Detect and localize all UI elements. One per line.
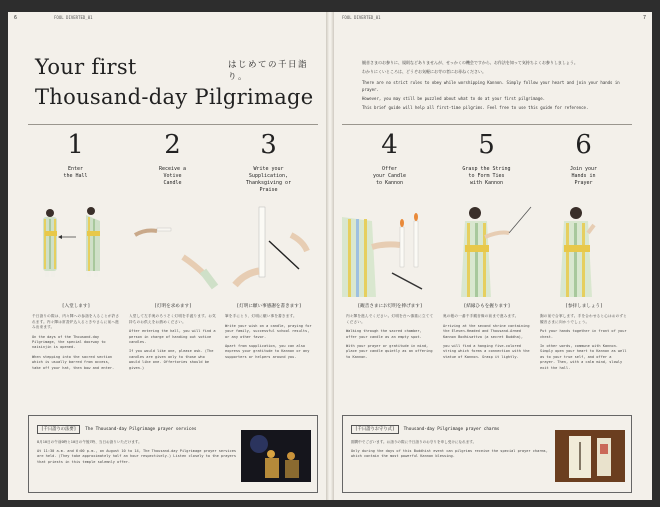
step-jp-heading: [入堂します]	[61, 304, 91, 309]
divider	[28, 124, 318, 125]
right-page-number: 7	[642, 15, 646, 21]
right-page	[334, 12, 652, 500]
box-en-text: Only during the days of this Buddhist event can pilgrims receive the special prayer charms, which contain the most powerful Kannon blessing.	[351, 448, 548, 459]
step-2	[125, 130, 220, 187]
box-title: Thousand-day Pilgrimage prayer charms	[403, 427, 500, 432]
box-heading	[37, 426, 197, 432]
left-running-header: FOOL DIVERTED_01	[54, 15, 93, 20]
step-label: Join your Hands in Prayer	[569, 166, 598, 186]
step-en-text: Apart from supplication, you can also express your gratitude to Kannon or any supporters or helpers around you.	[225, 344, 310, 359]
box-text	[351, 440, 551, 460]
step-4-text	[346, 304, 434, 364]
step-jp-heading: [観音さまにお灯明を捧げます]	[357, 304, 423, 309]
step-en-heading: Put your hands together in front of your chest.	[540, 329, 627, 339]
step-en-heading: Write your wish on a candle, praying for your family, successful school results, or any other favor.	[225, 323, 312, 339]
step-label: Write your Supplication, Thanksgiving or Praise	[245, 166, 292, 193]
intro-en-3: This brief guide will help all first-time pilgrims. Feel free to use this guide for reference.	[362, 105, 589, 110]
prayer-service-photo	[241, 430, 311, 482]
step-number: 3	[260, 130, 277, 160]
box-text	[37, 440, 237, 465]
step-jp-text: 奥の帳の一番千手観音像の前まで進みます。	[443, 314, 519, 319]
step-en-heading: Walking through the sacred chamber, offer your candle as an empty spot.	[346, 329, 422, 339]
step-en-text: With your prayer or gratitude in mind, place your candle quietly as an offering to Kannon.	[346, 344, 433, 359]
step-jp-text: 千日詣りの際は、内々陣への参詣を入ることが許されます。内々陣は常香炉込入るときやさらに前へ進み出来ます。	[32, 314, 120, 330]
title-line-1: Your first	[35, 55, 137, 79]
step-1-text	[32, 304, 120, 375]
step-en-text: you will find a hanging five-colored string which forms a connection with the statue of Kannon. Grasp it lightly.	[443, 344, 530, 359]
step-jp-heading: [灯明に願い事感謝を書きます]	[236, 304, 302, 309]
gutter	[326, 12, 334, 500]
box-title: The Thousand-day Pilgrimage prayer services	[85, 427, 197, 432]
box-heading	[351, 426, 499, 432]
step-label: Receive a Votive Candle	[158, 166, 187, 186]
step-2-text	[129, 304, 217, 375]
receiving-candle-illustration	[125, 197, 220, 297]
right-running-header: FOOL DIVERTED_01	[342, 15, 381, 20]
step-en-heading: On the days of the Thousand-day Pilgrimage, the special doorway to naisinjin is opened.	[32, 334, 106, 350]
step-jp-text: 筆を手にとり、灯明に願い事を書きます。	[225, 314, 297, 319]
step-number: 1	[67, 130, 84, 160]
step-5	[439, 130, 534, 187]
box-en-text: At 11:30 a.m. and 6:00 p.m., on August 10 to 14, The Thousand-day Pilgrimage prayer services are held. (They take approximately half an hour respectively.) Listen closely to the prayers that priests in this temple solemnly offer.	[37, 448, 237, 464]
title-line-2: Thousand-day Pilgrimage	[35, 85, 314, 109]
step-jp-heading: [灯明を求めます]	[154, 304, 192, 309]
step-en-text: When stepping into the sacred section which is usually barred from access, take off your hat, then bow and enter.	[32, 354, 115, 370]
step-number: 5	[478, 130, 495, 160]
step-en-heading: Arriving at the second shrine containing the Eleven-Headed and Thousand-Armed Kannon Bodhisattva (a secret Buddha),	[443, 323, 530, 339]
step-en-heading: After entering the hall, you will find a person in charge of handing out votive candles.	[129, 329, 216, 345]
left-page-number: 6	[14, 15, 18, 21]
prayer-services-box	[28, 415, 318, 493]
step-en-text: In other words, commune with Kannon. Simply open your heart to Kannon as well as to your true self, and offer a prayer. Then, with a calm mind, slowly exit the hall.	[540, 344, 627, 370]
prayer-charm-photo	[555, 430, 625, 482]
step-number: 6	[575, 130, 592, 160]
grasping-string-illustration	[439, 197, 534, 297]
step-1	[28, 130, 123, 180]
intro-jp-2: わかりにくいところは、どうぞお気軽にお寺の者にお尋ねください。	[362, 69, 486, 74]
box-jp-text: 8月10日の午前0時と10日の午後7時、当日お詣りいただけます。	[37, 440, 142, 444]
intro-en-2: However, you may still be puzzled about what to do at your first pilgrimage.	[362, 96, 546, 101]
japanese-title: はじめての千日詣り。	[228, 60, 309, 82]
step-label: Grasp the String to Form Ties with Kannon	[462, 166, 511, 186]
step-3-text	[225, 304, 313, 364]
praying-pilgrim-illustration	[536, 197, 631, 297]
step-label: Enter the Hall	[63, 166, 88, 179]
intro-text	[362, 59, 622, 113]
box-jp-text: 期間中でございます。お詣りの際に千日詣りのお守りを申し受けになれます。	[351, 440, 477, 444]
box-tag: [千日詣りお守り式]	[351, 425, 399, 434]
step-label: Offer your Candle to Kannon	[372, 166, 407, 186]
step-jp-heading: [参拝しましょう]	[565, 304, 603, 309]
step-jp-text: 内々陣を進んでください。灯明を台へ慎重に立ててください。	[346, 314, 434, 324]
step-jp-heading: [結縁ひもを握ります]	[463, 304, 511, 309]
bowing-pilgrims-illustration	[28, 197, 123, 297]
box-tag: [千日詣りの法要]	[37, 425, 80, 434]
step-number: 2	[164, 130, 181, 160]
step-en-text: If you would like one, please ask. (The candles are given only to those who would like one. Offertories should be given.)	[129, 349, 214, 370]
divider	[342, 124, 632, 125]
intro-jp-1: 観音さまのお参りに、規則などありませんが、せっかくの機会ですから、お作法を知って気持ちよくお参りしましょう。	[362, 60, 578, 65]
step-6	[536, 130, 631, 187]
step-jp-text: 胸の前で合掌します。手を合わせると心はおのずと観音さまに向かうでしょう。	[540, 314, 627, 324]
writing-candle-illustration	[221, 197, 316, 297]
left-page	[8, 12, 326, 500]
offering-candle-illustration	[342, 197, 437, 297]
step-3	[221, 130, 316, 194]
intro-en-1: There are no strict rules to obey while worshipping Kannon. Simply follow your heart and join your hands in prayer.	[362, 80, 620, 92]
step-jp-text: 入堂して左手奥のろうそく灯明を手渡ります。お気持ちのお供えをお納めください。	[129, 314, 216, 324]
step-6-text	[540, 304, 628, 375]
step-5-text	[443, 304, 531, 364]
step-number: 4	[381, 130, 398, 160]
step-4	[342, 130, 437, 187]
prayer-charms-box	[342, 415, 632, 493]
